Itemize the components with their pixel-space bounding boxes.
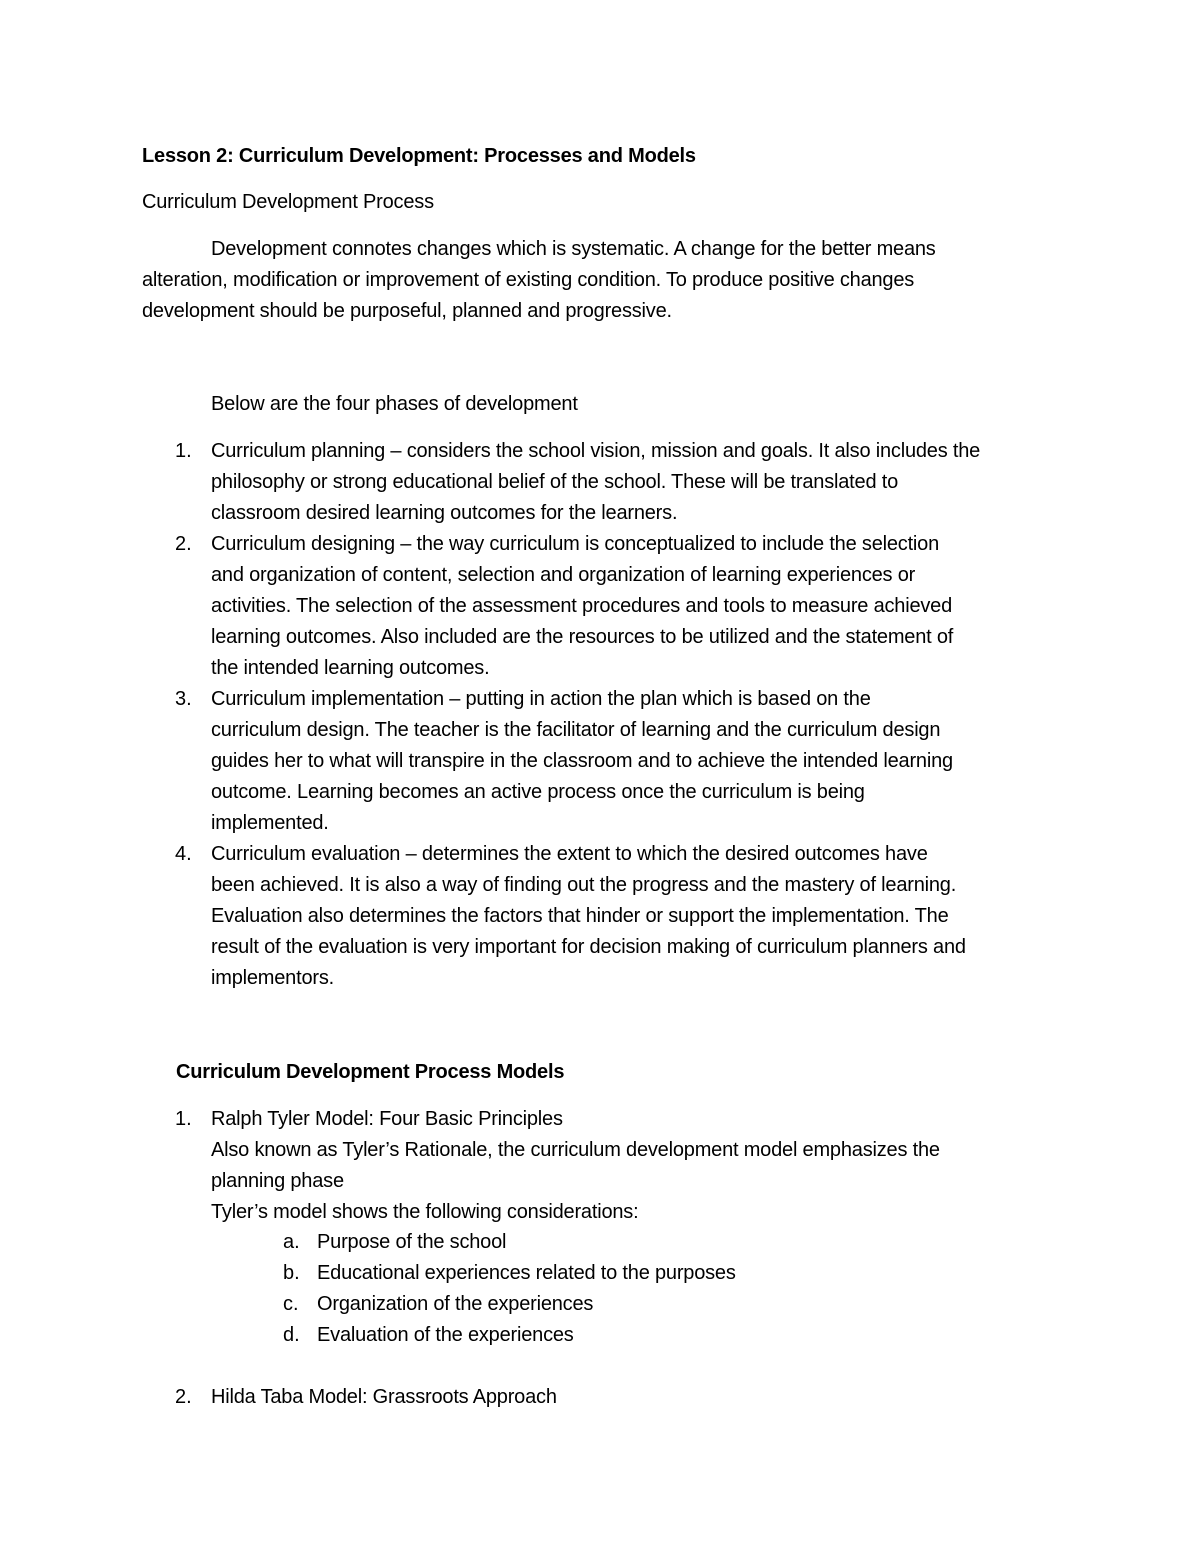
section-heading: Curriculum Development Process: [142, 191, 434, 213]
sublist-letter: d.: [283, 1324, 300, 1346]
sublist-letter: b.: [283, 1262, 300, 1284]
phase-line: Curriculum implementation – putting in action the plan which is based on the: [211, 688, 871, 710]
model-title: Hilda Taba Model: Grassroots Approach: [211, 1386, 557, 1408]
list-number: 1.: [175, 440, 192, 462]
phase-line: guides her to what will transpire in the classroom and to achieve the intended learning: [211, 750, 953, 772]
phase-line: learning outcomes. Also included are the resources to be utilized and the statement of: [211, 626, 954, 648]
phase-line: the intended learning outcomes.: [211, 657, 490, 679]
model-description-line: planning phase: [211, 1170, 344, 1192]
list-number: 3.: [175, 688, 192, 710]
phase-line: been achieved. It is also a way of finding out the progress and the mastery of learning.: [211, 874, 957, 896]
phase-line: philosophy or strong educational belief of the school. These will be translated to: [211, 471, 898, 493]
phase-line: result of the evaluation is very important for decision making of curriculum planners and: [211, 936, 966, 958]
lesson-title: Lesson 2: Curriculum Development: Processes and Models: [142, 145, 696, 167]
list-number: 2.: [175, 1386, 192, 1408]
phase-line: Curriculum planning – considers the school vision, mission and goals. It also includes the: [211, 440, 981, 462]
phase-line: classroom desired learning outcomes for the learners.: [211, 502, 678, 524]
list-number: 2.: [175, 533, 192, 555]
consideration-item: Organization of the experiences: [317, 1293, 594, 1315]
sublist-letter: c.: [283, 1293, 299, 1315]
phase-line: implementors.: [211, 967, 334, 989]
intro-line: alteration, modification or improvement of existing condition. To produce positive changes: [142, 269, 915, 291]
sublist-letter: a.: [283, 1231, 300, 1253]
phase-line: curriculum design. The teacher is the facilitator of learning and the curriculum design: [211, 719, 941, 741]
consideration-item: Evaluation of the experiences: [317, 1324, 574, 1346]
list-number: 4.: [175, 843, 192, 865]
consideration-item: Purpose of the school: [317, 1231, 507, 1253]
intro-line: Development connotes changes which is systematic. A change for the better means: [211, 238, 936, 260]
list-number: 1.: [175, 1108, 192, 1130]
phase-line: Evaluation also determines the factors that hinder or support the implementation. The: [211, 905, 949, 927]
consideration-item: Educational experiences related to the purposes: [317, 1262, 736, 1284]
model-description-line: Also known as Tyler’s Rationale, the curriculum development model emphasizes the: [211, 1139, 940, 1161]
model-title: Ralph Tyler Model: Four Basic Principles: [211, 1108, 563, 1130]
phase-line: activities. The selection of the assessment procedures and tools to measure achieved: [211, 595, 953, 617]
phases-intro: Below are the four phases of development: [211, 393, 578, 415]
phase-line: and organization of content, selection and organization of learning experiences or: [211, 564, 916, 586]
models-heading: Curriculum Development Process Models: [176, 1061, 565, 1083]
intro-line: development should be purposeful, planned and progressive.: [142, 300, 672, 322]
phase-line: outcome. Learning becomes an active process once the curriculum is being: [211, 781, 865, 803]
model-description-line: Tyler’s model shows the following considerations:: [211, 1201, 639, 1223]
phase-line: Curriculum evaluation – determines the extent to which the desired outcomes have: [211, 843, 928, 865]
phase-line: Curriculum designing – the way curriculum is conceptualized to include the selection: [211, 533, 940, 555]
phase-line: implemented.: [211, 812, 329, 834]
